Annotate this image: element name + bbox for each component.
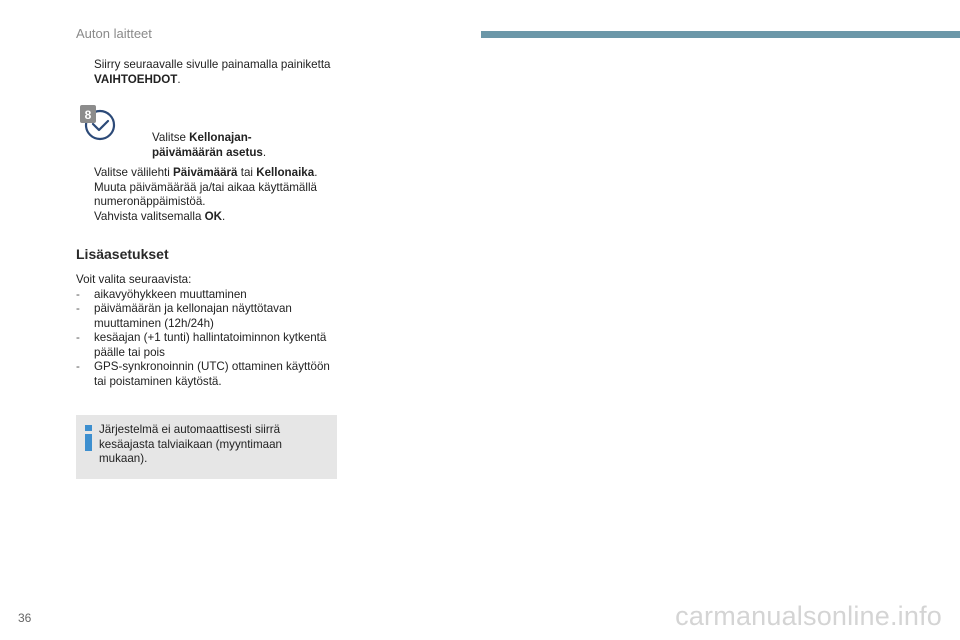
list-item: - aikavyöhykkeen muuttaminen	[76, 287, 247, 301]
step-change-date	[76, 181, 346, 210]
page-header-title: Auton laitteet	[76, 26, 152, 41]
step-bold-2: Kellonaika	[256, 166, 315, 179]
info-icon	[85, 425, 92, 451]
watermark: carmanualsonline.info	[675, 601, 942, 631]
section-intro: Voit valita seuraavista:	[76, 273, 192, 286]
step-bold: Kellonajan-päivämäärän asetus	[152, 131, 263, 159]
step-mid: tai	[237, 166, 257, 179]
step-text: Siirry seuraavalle sivulle painamalla painiketta	[94, 58, 331, 71]
note-text: Järjestelmä ei automaattisesti siirrä kesäajasta talviaikaan (myyntimaan mukaan).	[99, 423, 283, 465]
step-post: .	[262, 145, 267, 159]
header-accent-bar	[481, 31, 960, 38]
page-number: 36	[18, 611, 32, 625]
step-confirm	[76, 210, 346, 225]
step-select-clock	[134, 131, 322, 160]
step-text: Valitse	[152, 131, 190, 144]
info-note	[76, 415, 337, 479]
step-bold: OK	[204, 209, 223, 223]
icon-badge-number: 8	[84, 108, 92, 122]
step-text: Muuta päivämäärää ja/tai aikaa käyttämällä numeronäppäimistöä.	[94, 180, 317, 208]
list-item-text: GPS-synkronoinnin (UTC) ottaminen käyttöön tai poistaminen käytöstä.	[94, 360, 330, 388]
list-item-text: päivämäärän ja kellonajan näyttötavan muuttaminen (12h/24h)	[94, 302, 292, 330]
list-item-text: aikavyöhykkeen muuttaminen	[94, 287, 247, 301]
step-post: .	[177, 72, 181, 86]
step-post: .	[314, 166, 318, 179]
step-select-tab	[76, 166, 346, 181]
steps-list	[76, 166, 346, 224]
step-text: Valitse välilehti	[94, 166, 174, 179]
section-heading: Lisäasetukset	[76, 246, 169, 262]
list-item: - päivämäärän ja kellonajan näyttötavan muuttaminen (12h/24h)	[76, 302, 292, 330]
list-item: - GPS-synkronoinnin (UTC) ottaminen käyttöön tai poistaminen käytöstä.	[76, 360, 330, 388]
list-item: - kesäajan (+1 tunti) hallintatoiminnon kytkentä päälle tai pois	[76, 331, 327, 359]
step-bold: Päivämäärä	[173, 166, 238, 179]
section-body	[76, 273, 338, 389]
step-bold: VAIHTOEHDOT	[94, 72, 178, 86]
step-next-page	[76, 58, 344, 87]
clock-settings-icon	[79, 104, 117, 144]
step-post: .	[222, 209, 226, 223]
step-text: Vahvista valitsemalla	[94, 209, 205, 223]
list-item-text: kesäajan (+1 tunti) hallintatoiminnon kytkentä päälle tai pois	[94, 331, 327, 359]
